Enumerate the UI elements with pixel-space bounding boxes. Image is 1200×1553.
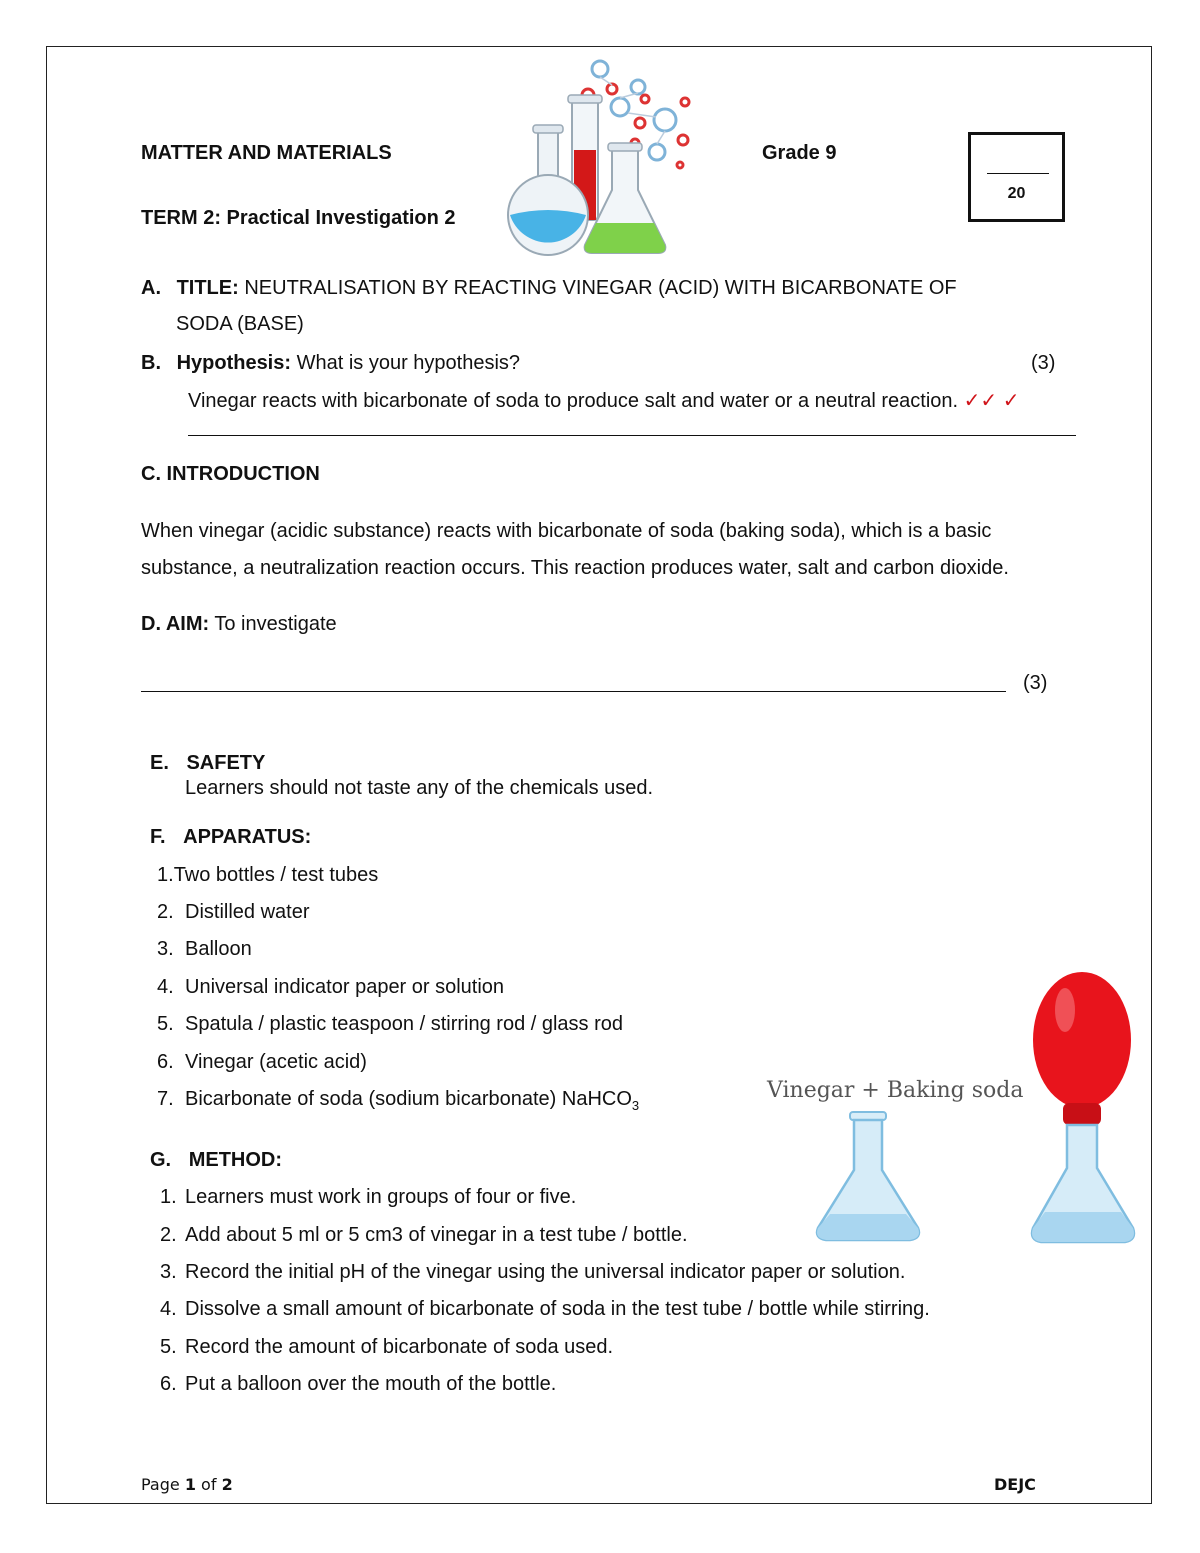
method-letter: G.	[150, 1149, 172, 1171]
check-marks-icon: ✓✓ ✓	[963, 390, 1020, 412]
page-total: 2	[221, 1475, 233, 1494]
list-item-number: 4.	[157, 976, 174, 998]
title-text-line2: SODA (BASE)	[176, 313, 304, 335]
apparatus-heading-row	[150, 826, 311, 849]
safety-letter: E.	[150, 752, 169, 774]
list-item	[160, 1224, 688, 1247]
list-item-text: Vinegar (acetic acid)	[185, 1051, 367, 1073]
safety-heading-row	[150, 752, 265, 775]
aim-marks: (3)	[1023, 672, 1048, 694]
balloon-icon	[1033, 972, 1131, 1125]
title-letter: A.	[141, 277, 161, 299]
list-item-number: 2.	[157, 901, 174, 923]
list-item-number: 1.	[157, 864, 174, 886]
list-item-number: 6.	[157, 1051, 174, 1073]
list-item-text: Distilled water	[185, 901, 310, 923]
flask-with-balloon-icon	[1025, 970, 1140, 1245]
aim-label: D. AIM:	[141, 613, 210, 635]
method-heading: METHOD:	[188, 1149, 283, 1171]
list-item-text: Learners must work in groups of four or five.	[185, 1186, 577, 1208]
list-item-number: 5.	[157, 1013, 174, 1035]
score-total: 20	[1007, 185, 1026, 202]
introduction-line2: substance, a neutralization reaction occurs. This reaction produces water, salt and carbon dioxide.	[141, 557, 1009, 579]
list-item	[160, 1373, 556, 1396]
method-heading-row	[150, 1149, 282, 1172]
list-item-number: 3.	[160, 1261, 177, 1283]
hypothesis-answer-line	[188, 388, 1020, 413]
list-item-text: Balloon	[185, 938, 252, 960]
list-item-number: 5.	[160, 1336, 177, 1358]
empty-flask-icon	[810, 1110, 925, 1245]
list-item-number: 1.	[160, 1186, 177, 1208]
list-item-text: Bicarbonate of soda (sodium bicarbonate) NaHCO	[185, 1088, 632, 1110]
hypothesis-section	[141, 352, 520, 375]
grade-label: Grade 9	[762, 142, 837, 164]
introduction-line1: When vinegar (acidic substance) reacts with bicarbonate of soda (baking soda), which is a basic	[141, 520, 992, 542]
subject-heading: MATTER AND MATERIALS	[141, 142, 392, 164]
apparatus-letter: F.	[150, 826, 166, 848]
list-item-subscript: 3	[631, 1098, 640, 1113]
hypothesis-letter: B.	[141, 352, 161, 374]
lab-glassware-illustration	[500, 55, 700, 260]
figure-caption: Vinegar + Baking soda	[767, 1078, 1024, 1103]
list-item-text: Spatula / plastic teaspoon / stirring rod / glass rod	[185, 1013, 624, 1035]
hypothesis-answer-rule	[188, 435, 1076, 436]
list-item-number: 6.	[160, 1373, 177, 1395]
hypothesis-question: What is your hypothesis?	[296, 352, 521, 374]
introduction-heading: C. INTRODUCTION	[141, 463, 320, 485]
score-box	[968, 132, 1065, 222]
list-item	[157, 938, 252, 961]
aim-section	[141, 613, 337, 636]
list-item	[157, 1013, 623, 1036]
list-item-number: 4.	[160, 1298, 177, 1320]
aim-answer-rule	[141, 691, 1006, 692]
list-item-number: 3.	[157, 938, 174, 960]
list-item-text: Dissolve a small amount of bicarbonate of soda in the test tube / bottle while stirring.	[185, 1298, 930, 1320]
list-item	[157, 1088, 639, 1113]
list-item	[160, 1261, 905, 1284]
safety-heading: SAFETY	[186, 752, 266, 774]
list-item-text: Universal indicator paper or solution	[185, 976, 505, 998]
safety-text: Learners should not taste any of the chemicals used.	[185, 777, 654, 799]
title-text-line1: NEUTRALISATION BY REACTING VINEGAR (ACID) WITH BICARBONATE OF	[244, 277, 957, 299]
list-item-text: Record the initial pH of the vinegar using the universal indicator paper or solution.	[185, 1261, 906, 1283]
list-item-text: Two bottles / test tubes	[173, 864, 379, 886]
list-item	[157, 901, 309, 924]
page-current: 1	[184, 1475, 196, 1494]
title-label: TITLE:	[176, 277, 239, 299]
hypothesis-marks: (3)	[1031, 352, 1056, 374]
page-prefix: Page	[141, 1475, 185, 1494]
list-item-text: Put a balloon over the mouth of the bottle.	[185, 1373, 557, 1395]
list-item-text: Add about 5 ml or 5 cm3 of vinegar in a test tube / bottle.	[185, 1224, 688, 1246]
page-number	[141, 1475, 233, 1494]
term-heading: TERM 2: Practical Investigation 2	[141, 207, 456, 229]
list-item-number: 2.	[160, 1224, 177, 1246]
list-item	[160, 1186, 576, 1209]
list-item	[160, 1298, 930, 1321]
page-border	[46, 46, 1152, 1504]
author-initials: DEJC	[994, 1475, 1036, 1494]
list-item-text: Record the amount of bicarbonate of soda used.	[185, 1336, 614, 1358]
hypothesis-answer: Vinegar reacts with bicarbonate of soda to produce salt and water or a neutral reaction.	[188, 390, 959, 412]
list-item	[157, 1051, 367, 1074]
score-blank-line	[987, 173, 1049, 174]
aim-text: To investigate	[214, 613, 337, 635]
apparatus-heading: APPARATUS:	[183, 826, 312, 848]
list-item	[157, 976, 504, 999]
title-section	[141, 277, 957, 300]
list-item-number: 7.	[157, 1088, 174, 1110]
page-of: of	[195, 1475, 222, 1494]
hypothesis-label: Hypothesis:	[176, 352, 292, 374]
list-item	[160, 1336, 613, 1359]
list-item	[157, 864, 378, 887]
